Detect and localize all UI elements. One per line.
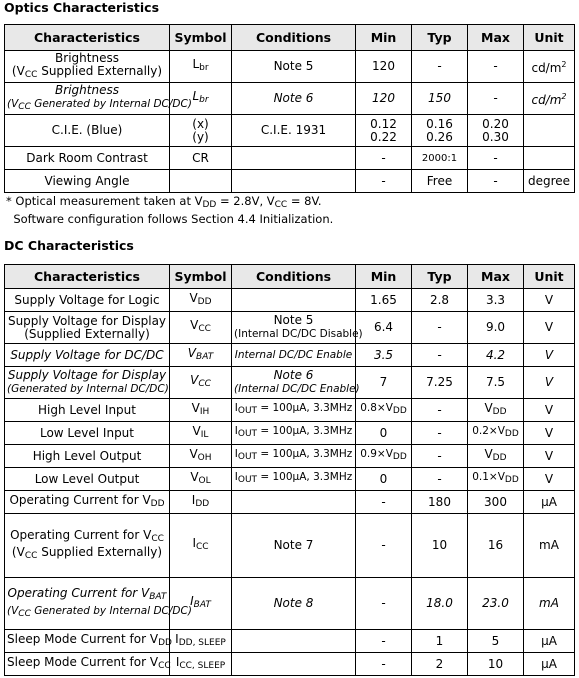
table-row: [5, 51, 575, 83]
characteristic-cell: High Level Output: [5, 445, 170, 468]
max-cell: 300: [468, 491, 524, 514]
characteristic-cell: Dark Room Contrast: [5, 147, 170, 170]
unit-cell: degree: [524, 170, 575, 193]
unit-cell: $cd/m^2$: [524, 83, 575, 115]
typ-cell: 7.25: [412, 367, 468, 399]
header-typ: Typ: [412, 25, 468, 51]
conditions-cell: Note 7: [232, 514, 356, 578]
typ-cell: 2.8: [412, 289, 468, 312]
min-cell: 0.8×VDD: [356, 399, 412, 422]
min-cell: 6.4: [356, 312, 412, 344]
symbol-cell: $V_{DD}$: [170, 289, 232, 312]
symbol-cell: $I_{CC}$: [170, 514, 232, 578]
max-cell: -: [468, 147, 524, 170]
typ-cell: 0.16 0.26: [412, 115, 468, 147]
header-max: Max: [468, 265, 524, 289]
table-row: [5, 344, 575, 367]
conditions-cell: Note 6: [232, 83, 356, 115]
max-cell: $V_{DD}$: [468, 445, 524, 468]
conditions-cell: Internal DC/DC Enable: [232, 344, 356, 367]
symbol-cell: $V_{OH}$: [170, 445, 232, 468]
max-cell: 0.1×VDD: [468, 468, 524, 491]
header-min: Min: [356, 25, 412, 51]
min-cell: -: [356, 653, 412, 676]
min-cell: 0.12 0.22: [356, 115, 412, 147]
table-row: [5, 312, 575, 344]
min-cell: -: [356, 491, 412, 514]
unit-cell: µA: [524, 653, 575, 676]
min-cell: -: [356, 147, 412, 170]
table-row: [5, 491, 575, 514]
min-cell: 3.5: [356, 344, 412, 367]
header-characteristics: Characteristics: [5, 25, 170, 51]
max-cell: 16: [468, 514, 524, 578]
typ-cell: Free: [412, 170, 468, 193]
header-max: Max: [468, 25, 524, 51]
dc-title: DC Characteristics: [4, 238, 134, 253]
min-cell: 120: [356, 51, 412, 83]
typ-cell: -: [412, 445, 468, 468]
table-row: [5, 289, 575, 312]
table-row: [5, 115, 575, 147]
conditions-cell: [232, 170, 356, 193]
min-cell: -: [356, 578, 412, 630]
header-symbol: Symbol: [170, 265, 232, 289]
unit-cell: V: [524, 468, 575, 491]
header-conditions: Conditions: [232, 265, 356, 289]
symbol-cell: $I_{CC, SLEEP}$: [170, 653, 232, 676]
characteristic-cell: Supply Voltage for Logic: [5, 289, 170, 312]
min-cell: 0: [356, 422, 412, 445]
conditions-cell: [232, 630, 356, 653]
max-cell: 7.5: [468, 367, 524, 399]
table-row: [5, 514, 575, 578]
max-cell: 10: [468, 653, 524, 676]
unit-cell: µA: [524, 491, 575, 514]
optics-header-row: [5, 25, 575, 51]
conditions-cell: IOUT = 100µA, 3.3MHz: [232, 399, 356, 422]
typ-cell: 10: [412, 514, 468, 578]
optics-table: [4, 24, 575, 193]
characteristic-cell: Operating Current for $V_{BAT}$ (VCC Generated by Internal DC/DC): [5, 578, 170, 630]
typ-cell: 180: [412, 491, 468, 514]
symbol-cell: CR: [170, 147, 232, 170]
table-row: [5, 445, 575, 468]
max-cell: 4.2: [468, 344, 524, 367]
typ-cell: -: [412, 312, 468, 344]
max-cell: -: [468, 83, 524, 115]
max-cell: 5: [468, 630, 524, 653]
characteristic-cell: Brightness (VCC Generated by Internal DC/DC): [5, 83, 170, 115]
typ-cell: -: [412, 422, 468, 445]
header-characteristics: Characteristics: [5, 265, 170, 289]
conditions-cell: IOUT = 100µA, 3.3MHz: [232, 445, 356, 468]
table-row: [5, 83, 575, 115]
conditions-cell: Note 8: [232, 578, 356, 630]
typ-cell: -: [412, 468, 468, 491]
table-row: [5, 630, 575, 653]
min-cell: 0.9×VDD: [356, 445, 412, 468]
header-typ: Typ: [412, 265, 468, 289]
typ-cell: 18.0: [412, 578, 468, 630]
unit-cell: [524, 147, 575, 170]
typ-cell: -: [412, 399, 468, 422]
symbol-cell: $V_{IH}$: [170, 399, 232, 422]
table-row: [5, 170, 575, 193]
characteristic-cell: Viewing Angle: [5, 170, 170, 193]
typ-cell: 1: [412, 630, 468, 653]
conditions-cell: Note 5: [232, 51, 356, 83]
min-cell: -: [356, 170, 412, 193]
characteristic-cell: Low Level Output: [5, 468, 170, 491]
table-row: [5, 578, 575, 630]
header-min: Min: [356, 265, 412, 289]
characteristic-cell: Operating Current for $V_{DD}$: [5, 491, 170, 514]
conditions-cell: C.I.E. 1931: [232, 115, 356, 147]
max-cell: 3.3: [468, 289, 524, 312]
typ-cell: 2000:1: [412, 147, 468, 170]
symbol-cell: $I_{DD}$: [170, 491, 232, 514]
symbol-cell: $L_{br}$: [170, 51, 232, 83]
characteristic-cell: Sleep Mode Current for $V_{CC}$: [5, 653, 170, 676]
conditions-cell: [232, 653, 356, 676]
characteristic-cell: High Level Input: [5, 399, 170, 422]
min-cell: 120: [356, 83, 412, 115]
conditions-cell: [232, 491, 356, 514]
symbol-cell: $L_{br}$: [170, 83, 232, 115]
min-cell: 1.65: [356, 289, 412, 312]
table-row: [5, 147, 575, 170]
typ-cell: 2: [412, 653, 468, 676]
min-cell: 7: [356, 367, 412, 399]
table-row: [5, 399, 575, 422]
header-unit: Unit: [524, 25, 575, 51]
unit-cell: V: [524, 399, 575, 422]
unit-cell: V: [524, 367, 575, 399]
characteristic-cell: Supply Voltage for Display (Supplied Externally): [5, 312, 170, 344]
max-cell: 0.20 0.30: [468, 115, 524, 147]
optics-title: Optics Characteristics: [4, 0, 160, 15]
header-symbol: Symbol: [170, 25, 232, 51]
characteristic-cell: Operating Current for $V_{CC}$ ($V_{CC}$ Supplied Externally): [5, 514, 170, 578]
characteristic-cell: Supply Voltage for DC/DC: [5, 344, 170, 367]
conditions-cell: [232, 147, 356, 170]
dc-table: [4, 264, 575, 676]
unit-cell: mA: [524, 578, 575, 630]
symbol-cell: $V_{BAT}$: [170, 344, 232, 367]
header-conditions: Conditions: [232, 25, 356, 51]
dc-header-row: [5, 265, 575, 289]
symbol-cell: $V_{IL}$: [170, 422, 232, 445]
characteristic-cell: Supply Voltage for Display (Generated by Internal DC/DC): [5, 367, 170, 399]
unit-cell: V: [524, 445, 575, 468]
optics-note: * Optical measurement taken at $V_{DD} = 2.8V$, $V_{CC} = 8V$. Software configuration follows Section 4.4 Initialization.: [6, 194, 334, 226]
symbol-cell: $V_{CC}$: [170, 312, 232, 344]
conditions-cell: Note 5 (Internal DC/DC Disable): [232, 312, 356, 344]
symbol-cell: $V_{OL}$: [170, 468, 232, 491]
unit-cell: V: [524, 289, 575, 312]
characteristic-cell: Brightness ($V_{CC}$ Supplied Externally): [5, 51, 170, 83]
max-cell: $V_{DD}$: [468, 399, 524, 422]
symbol-cell: $V_{CC}$: [170, 367, 232, 399]
typ-cell: -: [412, 51, 468, 83]
symbol-cell: (x) (y): [170, 115, 232, 147]
max-cell: 9.0: [468, 312, 524, 344]
table-row: [5, 422, 575, 445]
conditions-cell: IOUT = 100µA, 3.3MHz: [232, 468, 356, 491]
min-cell: -: [356, 514, 412, 578]
unit-cell: [524, 115, 575, 147]
table-row: [5, 468, 575, 491]
unit-cell: V: [524, 422, 575, 445]
header-unit: Unit: [524, 265, 575, 289]
characteristic-cell: C.I.E. (Blue): [5, 115, 170, 147]
unit-cell: mA: [524, 514, 575, 578]
symbol-cell: $I_{DD, SLEEP}$: [170, 630, 232, 653]
characteristic-cell: Sleep Mode Current for $V_{DD}$: [5, 630, 170, 653]
symbol-cell: $I_{BAT}$: [170, 578, 232, 630]
unit-cell: $cd/m^2$: [524, 51, 575, 83]
min-cell: -: [356, 630, 412, 653]
conditions-cell: [232, 289, 356, 312]
typ-cell: 150: [412, 83, 468, 115]
max-cell: -: [468, 51, 524, 83]
unit-cell: V: [524, 344, 575, 367]
conditions-cell: IOUT = 100µA, 3.3MHz: [232, 422, 356, 445]
max-cell: -: [468, 170, 524, 193]
symbol-cell: [170, 170, 232, 193]
unit-cell: V: [524, 312, 575, 344]
conditions-cell: Note 6 (Internal DC/DC Enable): [232, 367, 356, 399]
characteristic-cell: Low Level Input: [5, 422, 170, 445]
max-cell: 23.0: [468, 578, 524, 630]
typ-cell: -: [412, 344, 468, 367]
min-cell: 0: [356, 468, 412, 491]
max-cell: 0.2×VDD: [468, 422, 524, 445]
table-row: [5, 367, 575, 399]
table-row: [5, 653, 575, 676]
unit-cell: µA: [524, 630, 575, 653]
